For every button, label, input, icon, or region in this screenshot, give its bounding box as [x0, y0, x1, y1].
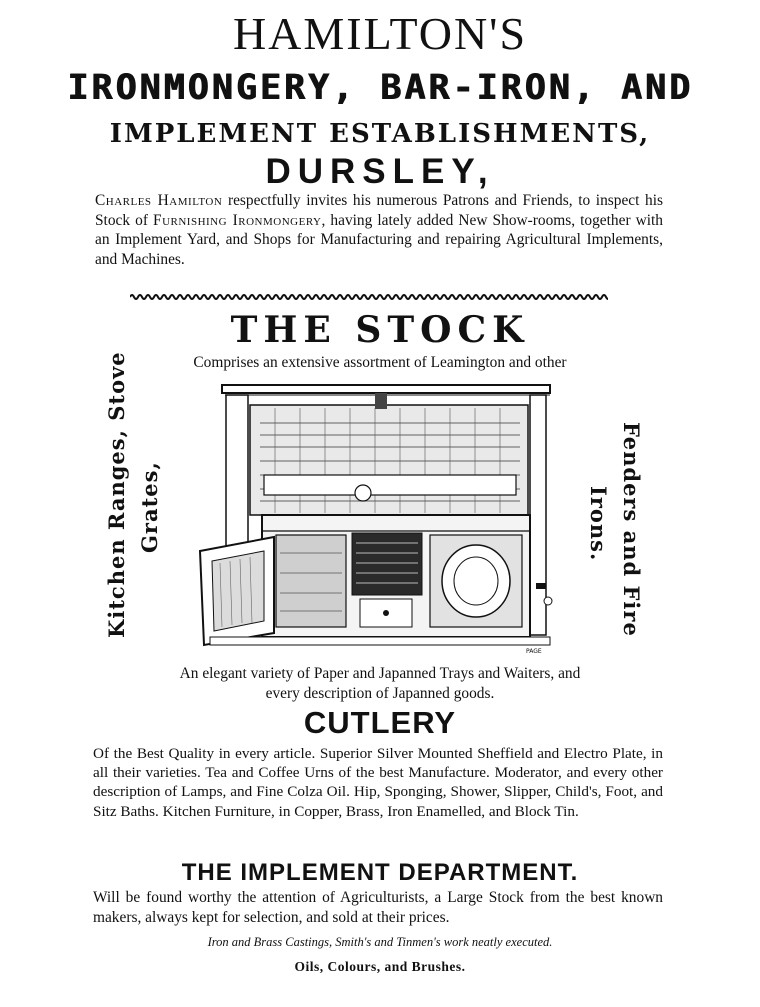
furnishing-ironmongery: Furnishing Ironmongery	[153, 211, 322, 229]
trays-line-1: An elegant variety of Paper and Japanned Trays and Waiters, and	[179, 665, 581, 682]
wavy-divider	[130, 292, 608, 302]
proprietor-name: Charles Hamilton	[95, 192, 223, 209]
oils-line: Oils, Colours, and Brushes.	[294, 959, 466, 974]
fenders-label: Fenders and Fire	[619, 422, 644, 637]
right-vertical-caption	[560, 386, 660, 640]
page-title: HAMILTON'S	[232, 8, 528, 59]
stock-heading: THE STOCK	[230, 309, 530, 351]
kitchen-range-engraving	[180, 383, 575, 655]
dursley-heading: DURSLEY,	[265, 152, 495, 191]
engraver-mark: PAGE	[526, 648, 542, 655]
implement-establishments-heading: IMPLEMENT ESTABLISHMENTS,	[109, 119, 651, 149]
cutlery-heading: CUTLERY	[303, 705, 457, 740]
kitchen-ranges-label: Kitchen Ranges, Stove	[104, 351, 129, 638]
intro-text-b: , having lately added New Show-rooms, together with an Implement Yard, and Shops for Manufacturing and repairing Agricultural Implements, and Machines.	[95, 211, 663, 268]
grates-label: Grates,	[137, 461, 162, 553]
ironmongery-heading: IRONMONGERY, BAR-IRON, AND	[67, 68, 693, 108]
left-vertical-caption	[102, 351, 177, 640]
irons-label: Irons.	[586, 486, 611, 562]
trays-line-2: every description of Japanned goods.	[265, 684, 495, 702]
intro-paragraph	[95, 191, 663, 269]
trays-paragraph	[0, 664, 760, 703]
castings-line: Iron and Brass Castings, Smith's and Tinmen's work neatly executed.	[207, 935, 553, 949]
cutlery-paragraph: Of the Best Quality in every article. Superior Silver Mounted Sheffield and Electro Plate, in all their varieties. Tea and Coffee Urns of the best Manufacture. Moderator, and every other description of Lamps, and Fine Colza Oil. Hip, Sponging, Shower, Slipper, Child's, Foot, and Sitz Baths. Kitchen Furniture, in Copper, Brass, Iron Enamelled, and Block Tin.	[93, 745, 663, 820]
implement-department-heading: THE IMPLEMENT DEPARTMENT.	[181, 859, 579, 886]
stock-comprises-text: Comprises an extensive assortment of Leamington and other	[193, 354, 567, 371]
implement-paragraph: Will be found worthy the attention of Agriculturists, a Large Stock from the best known makers, always kept for selection, and sold at their prices.	[93, 889, 663, 926]
intro-text-a: respectfully invites his numerous Patrons and Friends, to inspect his Stock of	[95, 192, 664, 229]
